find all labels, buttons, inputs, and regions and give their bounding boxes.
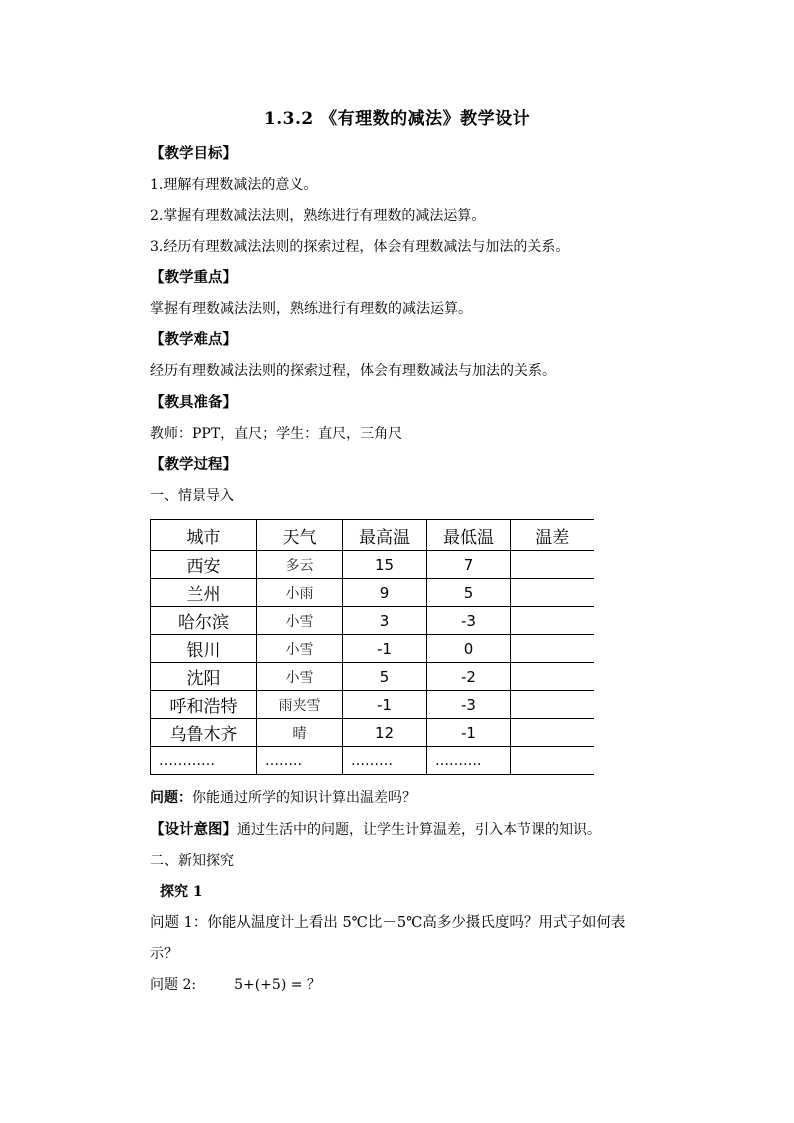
table-cell-weather: 雨夹雪 bbox=[257, 691, 343, 719]
table-row bbox=[151, 719, 594, 747]
question2-expression: 5+(+5) = ？ bbox=[234, 977, 321, 993]
table-cell-city: 呼和浩特 bbox=[151, 691, 257, 719]
table-cell-high: 15 bbox=[343, 551, 427, 579]
table-cell-weather: 小雪 bbox=[257, 607, 343, 635]
key-points-text: 掌握有理数减法法则，熟练进行有理数的减法运算。 bbox=[150, 301, 472, 317]
table-cell-diff bbox=[511, 691, 594, 719]
section2-title: 二、新知探究 bbox=[150, 853, 234, 869]
difficulties-text: 经历有理数减法法则的探索过程，体会有理数减法与加法的关系。 bbox=[150, 363, 556, 379]
question1-line2: 示？ bbox=[150, 946, 178, 962]
table-header-cell: 城市 bbox=[151, 520, 257, 551]
table-cell-weather: 小雪 bbox=[257, 663, 343, 691]
table-cell-city: 银川 bbox=[151, 635, 257, 663]
table-cell-high: -1 bbox=[343, 635, 427, 663]
table-cell-weather: 晴 bbox=[257, 719, 343, 747]
table-cell-weather: 小雪 bbox=[257, 635, 343, 663]
question2 bbox=[150, 975, 321, 995]
table-cell-ellipsis: ………. bbox=[427, 747, 511, 775]
table-cell-low: 7 bbox=[427, 551, 511, 579]
table-cell-diff bbox=[511, 719, 594, 747]
table-cell-ellipsis bbox=[511, 747, 594, 775]
table-cell-low: -3 bbox=[427, 691, 511, 719]
table-cell-high: 9 bbox=[343, 579, 427, 607]
table-cell-low: 0 bbox=[427, 635, 511, 663]
table-cell-city: 沈阳 bbox=[151, 663, 257, 691]
table-cell-low: 5 bbox=[427, 579, 511, 607]
table-header-row bbox=[151, 520, 594, 551]
table-cell-ellipsis: …….. bbox=[257, 747, 343, 775]
table-cell-diff bbox=[511, 551, 594, 579]
table-cell-diff bbox=[511, 663, 594, 691]
table-cell-high: 3 bbox=[343, 607, 427, 635]
intro-question-label: 问题： bbox=[150, 790, 192, 806]
question1-line1: 问题 1：你能从温度计上看出 5℃比－5℃高多少摄氏度吗？用式子如何表 bbox=[150, 915, 626, 931]
process-heading: 【教学过程】 bbox=[150, 456, 237, 473]
table-row bbox=[151, 635, 594, 663]
table-cell-low: -3 bbox=[427, 607, 511, 635]
intro-question-text: 你能通过所学的知识计算出温差吗？ bbox=[192, 790, 416, 806]
table-header-cell: 最高温 bbox=[343, 520, 427, 551]
table-row bbox=[151, 607, 594, 635]
table-cell-city: 兰州 bbox=[151, 579, 257, 607]
key-points-heading: 【教学重点】 bbox=[150, 269, 237, 286]
question2-label: 问题 2: bbox=[150, 977, 197, 993]
section1-title: 一、情景导入 bbox=[150, 488, 234, 504]
table-row bbox=[151, 691, 594, 719]
table-cell-city: 西安 bbox=[151, 551, 257, 579]
table-cell-weather: 多云 bbox=[257, 551, 343, 579]
design-intent bbox=[150, 820, 601, 840]
table-cell-city: 哈尔滨 bbox=[151, 607, 257, 635]
table-cell-city: 乌鲁木齐 bbox=[151, 719, 257, 747]
weather-table bbox=[150, 519, 594, 775]
design-intent-label: 【设计意图】 bbox=[150, 821, 237, 838]
table-cell-high: -1 bbox=[343, 691, 427, 719]
design-intent-text: 通过生活中的问题，让学生计算温差，引入本节课的知识。 bbox=[237, 822, 601, 838]
table-cell-diff bbox=[511, 607, 594, 635]
table-cell-ellipsis: ………… bbox=[151, 747, 257, 775]
table-cell-weather: 小雨 bbox=[257, 579, 343, 607]
objective-item-2: 2.掌握有理数减法法则，熟练进行有理数的减法运算。 bbox=[150, 208, 486, 224]
table-cell-ellipsis: ……… bbox=[343, 747, 427, 775]
table-cell-high: 12 bbox=[343, 719, 427, 747]
table-row bbox=[151, 663, 594, 691]
tools-text: 教师：PPT，直尺；学生：直尺，三角尺 bbox=[150, 426, 403, 442]
table-cell-diff bbox=[511, 579, 594, 607]
table-cell-diff bbox=[511, 635, 594, 663]
difficulties-heading: 【教学难点】 bbox=[150, 331, 237, 348]
table-row bbox=[151, 747, 594, 775]
intro-question bbox=[150, 788, 416, 808]
table-header-cell: 最低温 bbox=[427, 520, 511, 551]
table-row bbox=[151, 551, 594, 579]
objective-item-3: 3.经历有理数减法法则的探索过程，体会有理数减法与加法的关系。 bbox=[150, 239, 570, 255]
table-header-cell: 温差 bbox=[511, 520, 594, 551]
explore1-heading: 探究 1 bbox=[160, 884, 203, 900]
table-cell-high: 5 bbox=[343, 663, 427, 691]
document-title: 1.3.2 《有理数的减法》教学设计 bbox=[263, 109, 531, 129]
table-cell-low: -1 bbox=[427, 719, 511, 747]
objective-item-1: 1.理解有理数减法的意义。 bbox=[150, 177, 318, 193]
objectives-heading: 【教学目标】 bbox=[150, 145, 237, 162]
tools-heading: 【教具准备】 bbox=[150, 394, 237, 411]
table-cell-low: -2 bbox=[427, 663, 511, 691]
table-header-cell: 天气 bbox=[257, 520, 343, 551]
table-row bbox=[151, 579, 594, 607]
